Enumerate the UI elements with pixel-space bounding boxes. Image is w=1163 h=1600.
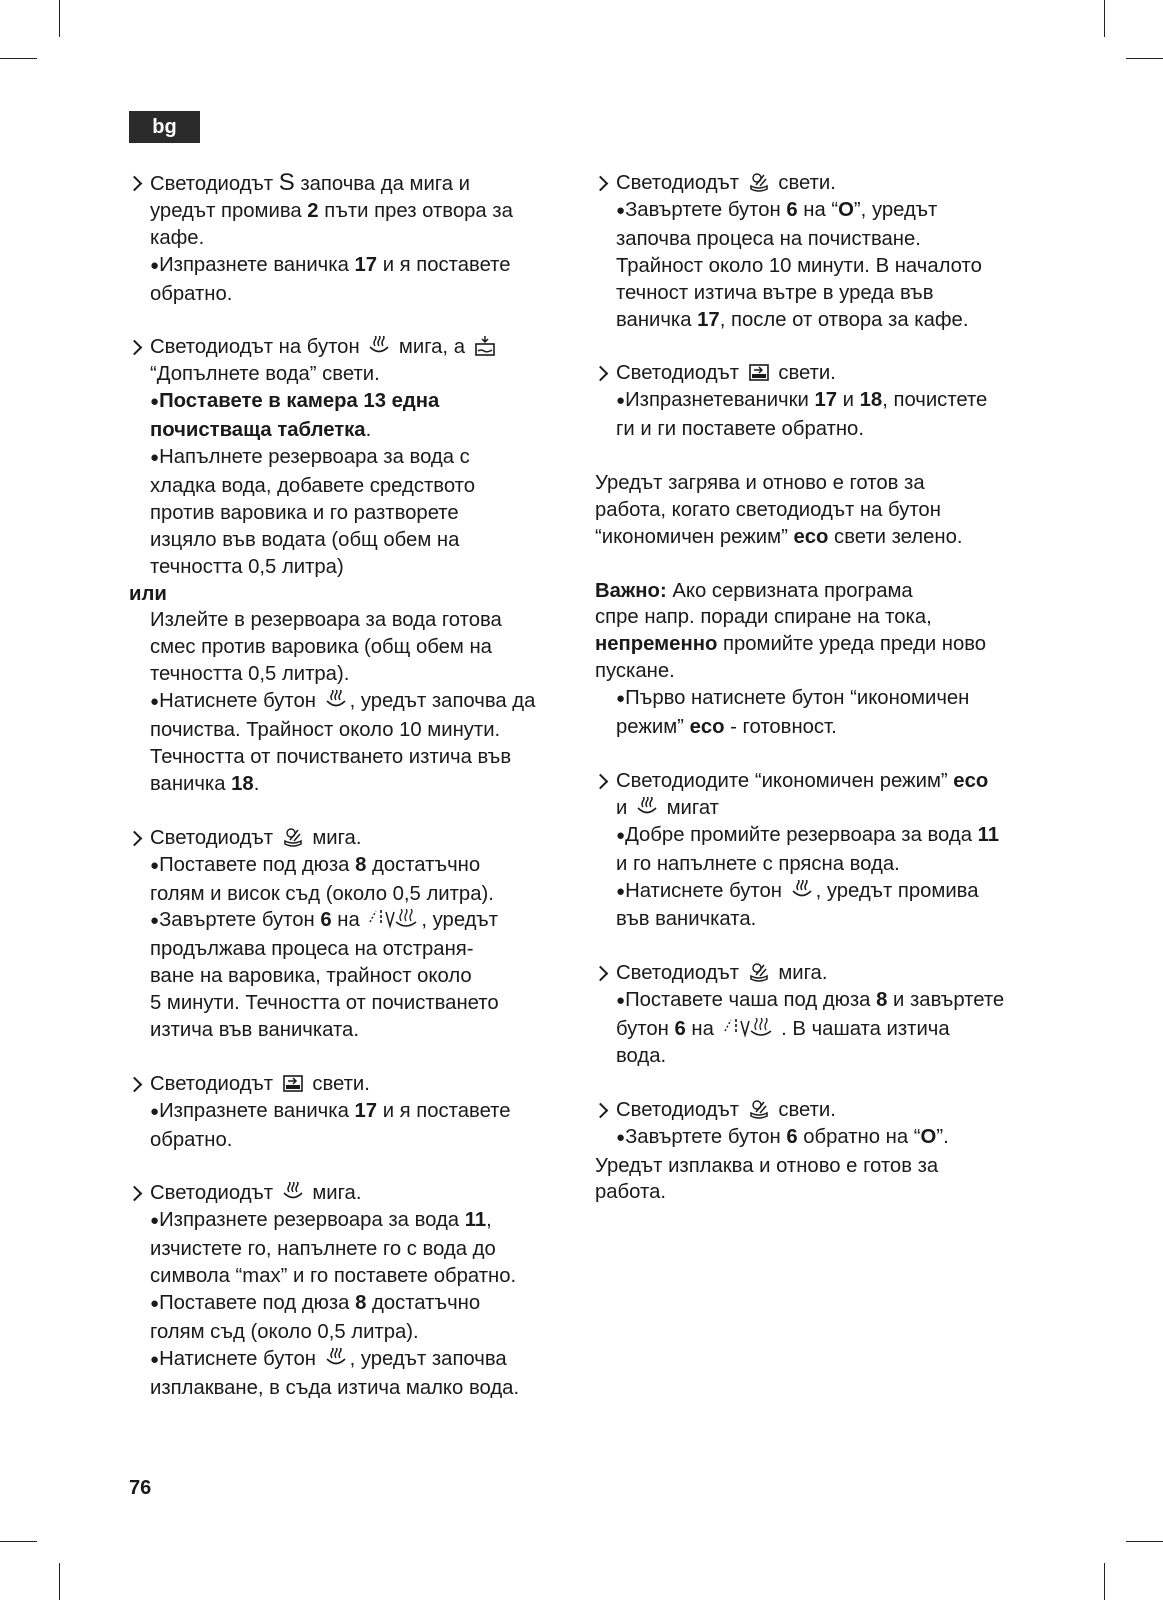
steam-symbol-icon — [368, 336, 390, 356]
step-line: Светодиодът свети. — [595, 170, 1035, 197]
text-line: “икономичен режим” eco свети зелено. — [595, 525, 963, 548]
step-line: Светодиодите “икономичен режим” eco — [595, 768, 1035, 795]
bullet-line: ●Поставете под дюза 8 достатъчно — [150, 1292, 481, 1315]
bullet-icon: ● — [150, 1295, 160, 1313]
text-line: работа. — [595, 1181, 666, 1204]
bullet-line: ●Поставете под дюза 8 достатъчно — [150, 853, 481, 876]
text-line: течността 0,5 литра). — [150, 663, 350, 686]
text-line: обратно. — [150, 1128, 233, 1151]
crop-mark — [0, 58, 37, 59]
bullet-line: ●Завъртете бутон 6 на “O”, уредът — [616, 198, 938, 221]
text-line: изцяло във водата (общ обем на — [150, 528, 460, 551]
arrow-icon — [593, 1102, 609, 1118]
arrow-icon — [593, 966, 609, 982]
bullet-icon: ● — [616, 690, 626, 708]
text-line: почиства. Трайност около 10 минути. — [150, 719, 501, 742]
selector-dial-icon — [368, 909, 418, 929]
text-line: ваничка 18. — [150, 772, 260, 795]
crop-mark — [1126, 1541, 1163, 1542]
text-line: Трайност около 10 минути. В началото — [616, 254, 982, 277]
bullet-line: ●Напълнете резервоара за вода с — [150, 446, 470, 469]
selector-dial-icon — [723, 1018, 773, 1038]
bullet-line: ●Поставете чаша под дюза 8 и завъртете — [616, 989, 1005, 1012]
bullet-line: ●Поставете в камера 13 една — [150, 390, 440, 413]
text-line: Уредът загрява и отново е готов за — [595, 471, 925, 494]
bullet-icon: ● — [150, 1350, 160, 1368]
arrow-icon — [127, 340, 143, 356]
step-line: Светодиодът на бутон мига, а — [129, 334, 574, 361]
text-line: смес против варовика (общ обем на — [150, 636, 492, 659]
text-line: изчистете го, напълнете го с вода до — [150, 1238, 496, 1261]
text-line: 5 минути. Течността от почистването — [150, 992, 499, 1015]
bullet-line: ●Завъртете бутон 6 обратно на “O”. — [616, 1125, 949, 1148]
left-column — [129, 170, 574, 1402]
crop-mark — [59, 1563, 60, 1600]
text-line: против варовика и го разтворете — [150, 501, 459, 524]
crop-mark — [1104, 1563, 1105, 1600]
steam-symbol-icon — [791, 880, 813, 900]
bullet-line: ●Натиснете бутон , уредът промива — [616, 879, 979, 902]
text-line: течността 0,5 литра) — [150, 555, 344, 578]
steam-symbol-icon — [325, 690, 347, 710]
descale-symbol-icon — [748, 962, 770, 982]
arrow-icon — [127, 830, 143, 846]
text-line: вода. — [616, 1044, 667, 1067]
step-line: Светодиодът свети. — [595, 1097, 1035, 1124]
arrow-icon — [593, 176, 609, 192]
text-line: уредът промива 2 пъти през отвора за — [150, 199, 513, 222]
text-line: ване на варовика, трайност около — [150, 965, 472, 988]
text-line: ги и ги поставете обратно. — [616, 418, 864, 441]
bullet-icon: ● — [616, 1128, 626, 1146]
text-line: във ваничката. — [616, 908, 757, 931]
bullet-icon: ● — [150, 1212, 160, 1230]
bullet-icon: ● — [616, 201, 626, 219]
text-line: символа “max” и го поставете обратно. — [150, 1265, 517, 1288]
text-line: голям и висок съд (около 0,5 литра). — [150, 882, 494, 905]
text-line: Уредът изплаква и отново е готов за — [595, 1154, 939, 1177]
right-column — [595, 170, 1035, 1206]
text-line: почистваща таблетка. — [150, 419, 372, 442]
steam-symbol-icon — [282, 1182, 304, 1202]
step-line: Светодиодът мига. — [129, 1180, 574, 1207]
text-line: ваничка 17, после от отвора за кафе. — [616, 308, 969, 331]
bullet-icon: ● — [150, 1102, 160, 1120]
descale-symbol-icon — [748, 1099, 770, 1119]
page-number: 76 — [129, 1477, 152, 1499]
bullet-icon: ● — [150, 693, 160, 711]
bullet-line: ●Завъртете бутон 6 на , уредът — [150, 909, 499, 932]
arrow-icon — [127, 176, 143, 192]
text-line: пускане. — [595, 660, 675, 683]
step-line: Светодиодът мига. — [595, 960, 1035, 987]
bullet-line: ●Изпразнете ваничка 17 и я поставете — [150, 1099, 511, 1122]
arrow-icon — [593, 366, 609, 382]
crop-mark — [0, 1541, 37, 1542]
text-line: изплакване, в съда изтича малко вода. — [150, 1376, 520, 1399]
text-line: режим” eco - готовност. — [616, 716, 837, 739]
arrow-icon — [127, 1077, 143, 1093]
steam-symbol-icon — [325, 1348, 347, 1368]
text-line: “Допълнете вода” свети. — [150, 363, 380, 386]
bullet-icon: ● — [150, 393, 160, 411]
steam-symbol-icon — [636, 797, 658, 817]
step-line: Светодиодът свети. — [129, 1071, 574, 1098]
drip-tray-icon — [748, 362, 770, 382]
bullet-icon: ● — [616, 882, 626, 900]
bullet-line: ●Добре промийте резервоара за вода 11 — [616, 823, 1000, 846]
or-label: или — [129, 582, 167, 605]
text-line: продължава процеса на отстраня- — [150, 938, 474, 961]
text-line: бутон 6 на . В чашата изтича — [616, 1018, 950, 1041]
step-line: Светодиодът S започва да мига и — [129, 170, 574, 198]
text-line: и мигат — [616, 796, 719, 819]
bullet-icon: ● — [616, 392, 626, 410]
bullet-line: ●Изпразнетеванички 17 и 18, почистете — [616, 389, 988, 412]
text-line: започва процеса на почистване. — [616, 227, 921, 250]
descale-symbol-icon — [282, 827, 304, 847]
text-line: Излейте в резервоара за вода готова — [150, 609, 502, 632]
text-line: непременно промийте уреда преди ново — [595, 633, 987, 656]
arrow-icon — [127, 1186, 143, 1202]
text-line: голям съд (около 0,5 литра). — [150, 1321, 419, 1343]
important-note: Важно: Ако сервизната програма — [595, 579, 913, 602]
crop-mark — [59, 0, 60, 37]
arrow-icon — [593, 774, 609, 790]
step-line: Светодиодът свети. — [595, 360, 1035, 387]
water-tank-icon — [474, 336, 496, 356]
s-letter-icon: S — [278, 169, 295, 196]
bullet-icon: ● — [616, 826, 626, 844]
text-line: работа, когато светодиодът на бутон — [595, 498, 941, 521]
language-tag: bg — [129, 111, 200, 143]
bullet-icon: ● — [150, 449, 160, 467]
text-line: и го напълнете с прясна вода. — [616, 852, 900, 875]
bullet-line: ●Изпразнете резервоара за вода 11, — [150, 1209, 492, 1232]
drip-tray-icon — [282, 1073, 304, 1093]
bullet-line: ●Първо натиснете бутон “икономичен — [616, 687, 970, 710]
text-line: хладка вода, добавете средството — [150, 474, 475, 497]
text-line: изтича във ваничката. — [150, 1019, 359, 1042]
descale-symbol-icon — [748, 172, 770, 192]
crop-mark — [1104, 0, 1105, 37]
step-line: Светодиодът мига. — [129, 825, 574, 852]
text-line: кафе. — [150, 226, 205, 249]
crop-mark — [1126, 58, 1163, 59]
bullet-icon: ● — [616, 992, 626, 1010]
text-line: течност изтича вътре в уреда във — [616, 281, 934, 304]
text-line: обратно. — [150, 282, 233, 305]
text-line: спре напр. поради спиране на тока, — [595, 606, 932, 629]
bullet-line: ●Натиснете бутон , уредът започва — [150, 1347, 507, 1370]
bullet-icon: ● — [150, 256, 160, 274]
bullet-line: ●Натиснете бутон , уредът започва да — [150, 690, 536, 713]
text-line: Течността от почистването изтича във — [150, 746, 512, 769]
bullet-icon: ● — [150, 912, 160, 930]
bullet-icon: ● — [150, 856, 160, 874]
bullet-line: ●Изпразнете ваничка 17 и я поставете — [150, 253, 511, 276]
